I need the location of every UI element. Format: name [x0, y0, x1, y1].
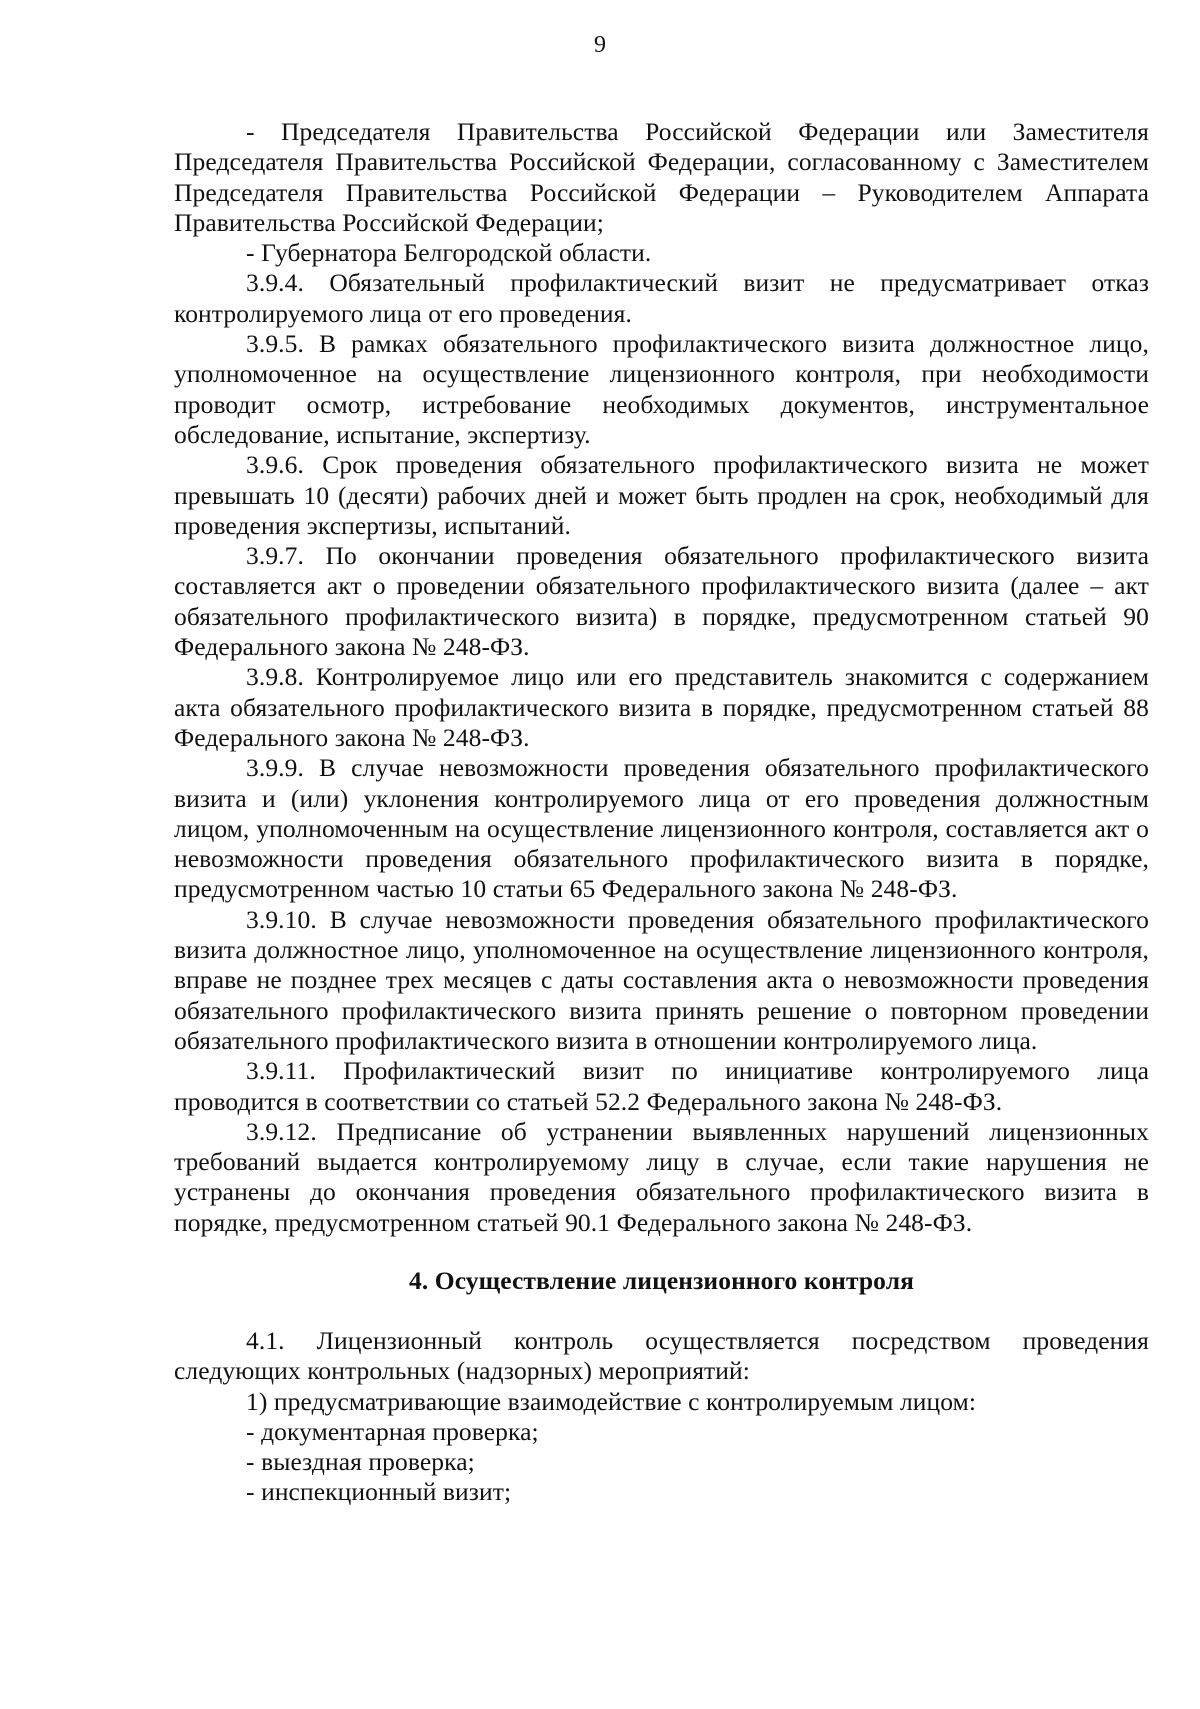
paragraph: 3.9.6. Срок проведения обязательного профилактического визита не может превышать 10 (десяти) рабочих дней и может быть продлен на срок, необходимый для проведения экспертизы, испытаний. [174, 450, 1149, 540]
paragraph: - Губернатора Белгородской области. [246, 238, 652, 268]
list-item: 1) предусматривающие взаимодействие с контролируемым лицом: [246, 1386, 977, 1416]
page-number: 9 [594, 32, 606, 58]
document-body [174, 117, 1149, 1508]
paragraph: 3.9.11. Профилактический визит по инициативе контролируемого лица проводится в соответствии со статьей 52.2 Федерального закона № 248-ФЗ. [174, 1056, 1149, 1116]
paragraph: 3.9.7. По окончании проведения обязательного профилактического визита составляется акт о проведении обязательного профилактического визита (далее – акт обязательного профилактического визита) в порядке, предусмотренном статьей 90 Федерального закона № 248-ФЗ. [174, 541, 1149, 662]
list-item: - документарная проверка; [246, 1416, 539, 1446]
paragraph: 4.1. Лицензионный контроль осуществляется посредством проведения следующих контрольных (надзорных) мероприятий: [174, 1325, 1149, 1386]
list-item: - инспекционный визит; [246, 1477, 512, 1507]
list-item: - выездная проверка; [246, 1447, 475, 1477]
paragraph: 3.9.12. Предписание об устранении выявленных нарушений лицензионных требований выдается контролируемому лицу в случае, если такие нарушения не устранены до окончания проведения обязательного профилактического визита в порядке, предусмотренном статьей 90.1 Федерального закона № 248-ФЗ. [174, 1116, 1149, 1237]
paragraph: 3.9.4. Обязательный профилактический визит не предусматривает отказ контролируемого лица от его проведения. [174, 268, 1149, 328]
paragraph: 3.9.9. В случае невозможности проведения обязательного профилактического визита и (или) уклонения контролируемого лица от его проведения должностным лицом, уполномоченным на осуществление лицензионного контроля, составляется акт о невозможности проведения обязательного профилактического визита в порядке, предусмотренном частью 10 статьи 65 Федерального закона № 248-ФЗ. [174, 753, 1149, 904]
section-heading: 4. Осуществление лицензионного контроля [408, 1265, 915, 1295]
paragraph: - Председателя Правительства Российской Федерации или Заместителя Председателя Правительства Российской Федерации, согласованному с Заместителем Председателя Правительства Российской Федерации – Руководителем Аппарата Правительства Российской Федерации; [174, 117, 1149, 237]
paragraph: 3.9.5. В рамках обязательного профилактического визита должностное лицо, уполномоченное на осуществление лицензионного контроля, при необходимости проводит осмотр, истребование необходимых документов, инструментальное обследование, испытание, экспертизу. [174, 329, 1149, 449]
paragraph: 3.9.10. В случае невозможности проведения обязательного профилактического визита должностное лицо, уполномоченное на осуществление лицензионного контроля, вправе не позднее трех месяцев с даты составления акта о невозможности проведения обязательного профилактического визита принять решение о повторном проведении обязательного профилактического визита в отношении контролируемого лица. [174, 904, 1149, 1055]
paragraph: 3.9.8. Контролируемое лицо или его представитель знакомится с содержанием акта обязательного профилактического визита в порядке, предусмотренном статьей 88 Федерального закона № 248-ФЗ. [174, 662, 1149, 752]
